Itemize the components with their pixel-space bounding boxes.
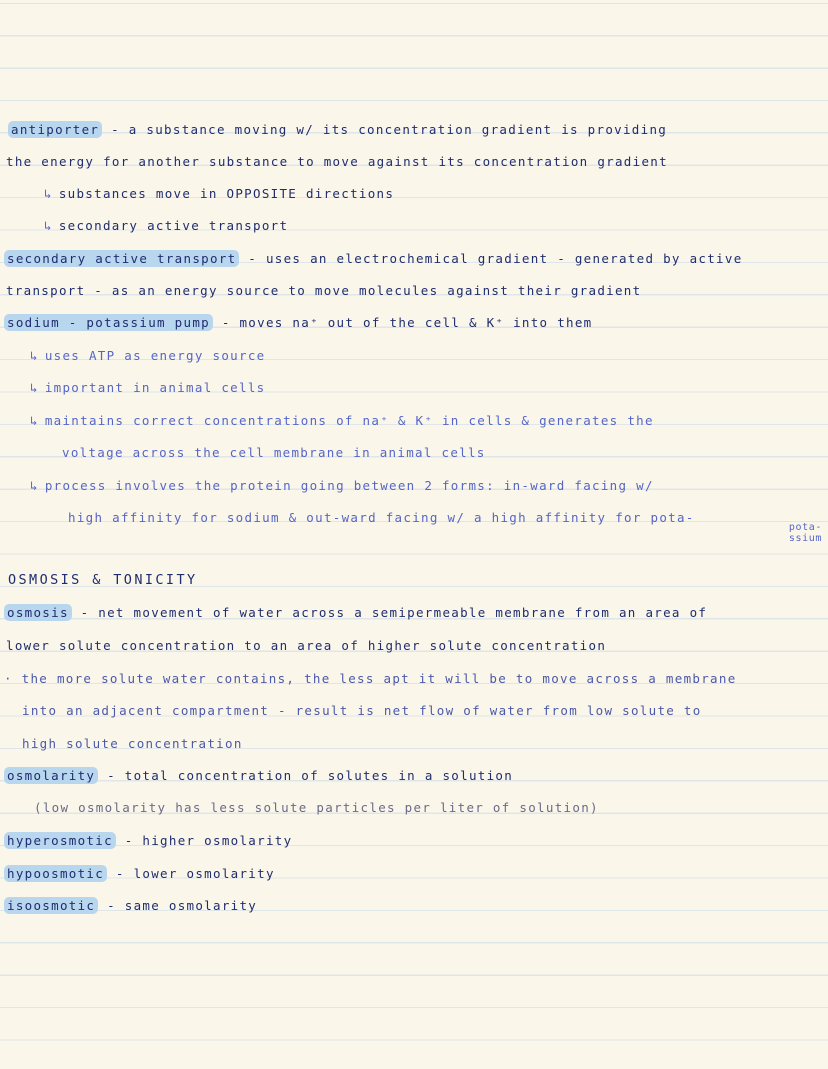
note-line: lower solute concentration to an area of higher solute concentration xyxy=(6,638,607,653)
note-line: · the more solute water contains, the less apt it will be to move across a membrane xyxy=(4,671,737,686)
note-line: voltage across the cell membrane in animal cells xyxy=(62,445,486,460)
section-heading: OSMOSIS & TONICITY xyxy=(8,572,198,588)
note-line: the energy for another substance to move against its concentration gradient xyxy=(6,154,668,169)
arrow-icon: ↳ xyxy=(30,348,39,363)
highlight-term: secondary active transport xyxy=(4,250,239,267)
highlight-term: osmosis xyxy=(4,604,72,621)
note-line: (low osmolarity has less solute particles per liter of solution) xyxy=(34,800,599,815)
margin-note: pota- ssium xyxy=(788,522,822,544)
note-line-secondary-active: secondary active transport - uses an electrochemical gradient - generated by active xyxy=(4,251,743,266)
note-line: high affinity for sodium & out-ward facing w/ a high affinity for pota- xyxy=(68,510,695,525)
highlight-term: osmolarity xyxy=(4,767,98,784)
arrow-icon: ↳ xyxy=(44,218,53,233)
note-line-hyperosmotic: hyperosmotic - higher osmolarity xyxy=(4,833,292,848)
highlight-term: antiporter xyxy=(8,121,102,138)
note-line-sodium-pump: sodium - potassium pump - moves na⁺ out of the cell & K⁺ into them xyxy=(4,315,593,330)
note-line-bullet: ↳ maintains correct concentrations of na⁺ & K⁺ in cells & generates the xyxy=(30,413,654,428)
highlight-term: hyperosmotic xyxy=(4,832,116,849)
note-line-osmolarity: osmolarity - total concentration of solutes in a solution xyxy=(4,768,513,783)
highlight-term: sodium - potassium pump xyxy=(4,314,213,331)
note-line: transport - as an energy source to move molecules against their gradient xyxy=(6,283,642,298)
arrow-icon: ↳ xyxy=(30,413,39,428)
note-line-hypoosmotic: hypoosmotic - lower osmolarity xyxy=(4,866,275,881)
note-line-bullet: ↳ substances move in OPPOSITE directions xyxy=(44,186,395,201)
note-line: into an adjacent compartment - result is net flow of water from low solute to xyxy=(22,703,702,718)
note-line-bullet: ↳ uses ATP as energy source xyxy=(30,348,266,363)
highlight-term: hypoosmotic xyxy=(4,865,107,882)
note-line-bullet: ↳ important in animal cells xyxy=(30,380,266,395)
highlight-term: isoosmotic xyxy=(4,897,98,914)
note-line-osmosis: osmosis - net movement of water across a semipermeable membrane from an area of xyxy=(4,605,707,620)
note-line-bullet: ↳ process involves the protein going between 2 forms: in-ward facing w/ xyxy=(30,478,654,493)
arrow-icon: ↳ xyxy=(30,478,39,493)
note-line-antiporter: antiporter - a substance moving w/ its concentration gradient is providing xyxy=(8,122,667,137)
note-line: high solute concentration xyxy=(22,736,243,751)
note-line-isoosmotic: isoosmotic - same osmolarity xyxy=(4,898,257,913)
arrow-icon: ↳ xyxy=(30,380,39,395)
note-line-bullet: ↳ secondary active transport xyxy=(44,218,289,233)
arrow-icon: ↳ xyxy=(44,186,53,201)
